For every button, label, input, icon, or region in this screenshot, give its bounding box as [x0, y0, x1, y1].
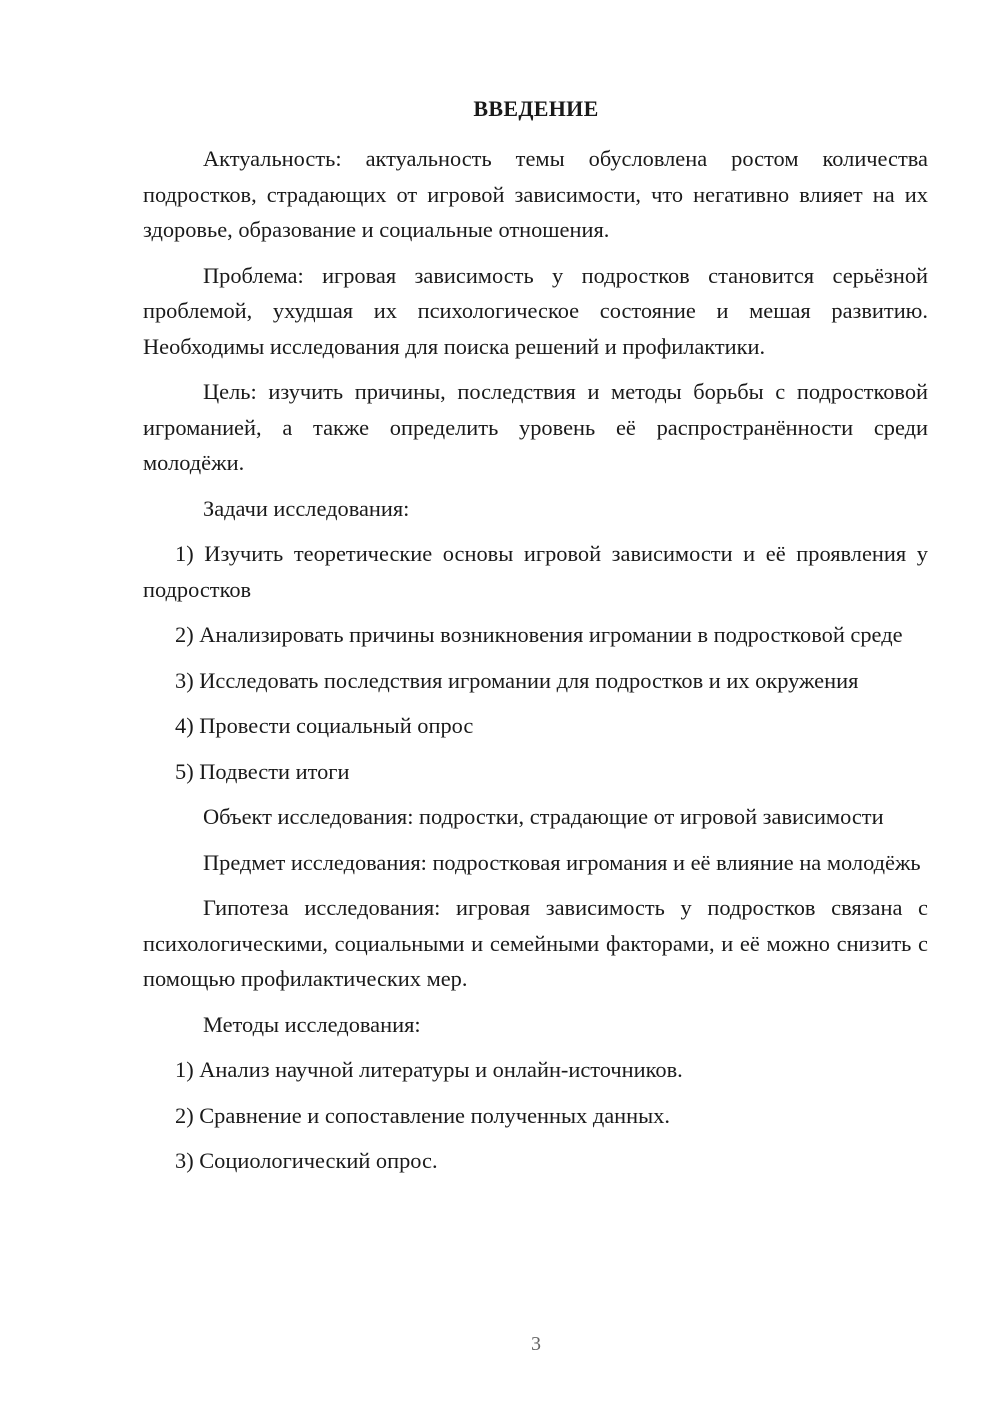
method-item-3: 3) Социологический опрос.: [175, 1148, 438, 1173]
task-item-5: 5) Подвести итоги: [175, 758, 350, 784]
section-title: ВВЕДЕНИЕ: [473, 96, 599, 121]
problem-paragraph: Проблема: игровая зависимость у подростков становится серьёзной проблемой, ухудшая их психологическое состояние и мешая развитию. Необходимы исследования для поиска решений и профилактики.: [143, 262, 928, 359]
method-item-2: 2) Сравнение и сопоставление полученных данных.: [175, 1102, 670, 1128]
page-number: 3: [531, 1333, 541, 1355]
relevance-paragraph: Актуальность: актуальность темы обусловлена ростом количества подростков, страдающих от игровой зависимости, что негативно влияет на их здоровье, образование и социальные отношения.: [143, 146, 928, 242]
task-item-1: 1) Изучить теоретические основы игровой зависимости и её проявления у подростков: [143, 541, 928, 602]
hypothesis-paragraph: Гипотеза исследования: игровая зависимость у подростков связана с психологическими, социальными и семейными факторами, и её можно снизить с помощью профилактических мер.: [143, 895, 928, 991]
task-item-4: 4) Провести социальный опрос: [175, 713, 474, 738]
goal-paragraph: Цель: изучить причины, последствия и методы борьбы с подростковой игроманией, а также определить уровень её распространённости среди молодёжи.: [143, 379, 928, 475]
methods-heading: Методы исследования:: [203, 1011, 421, 1037]
tasks-heading: Задачи исследования:: [203, 495, 410, 521]
document-body: [143, 141, 928, 1179]
method-item-1: 1) Анализ научной литературы и онлайн-источников.: [175, 1057, 683, 1082]
task-item-3: 3) Исследовать последствия игромании для подростков и их окружения: [175, 667, 859, 693]
task-item-2: 2) Анализировать причины возникновения игромании в подростковой среде: [175, 622, 903, 647]
object-paragraph: Объект исследования: подростки, страдающие от игровой зависимости: [203, 804, 884, 829]
subject-paragraph: Предмет исследования: подростковая игромания и её влияние на молодёжь: [203, 849, 921, 875]
